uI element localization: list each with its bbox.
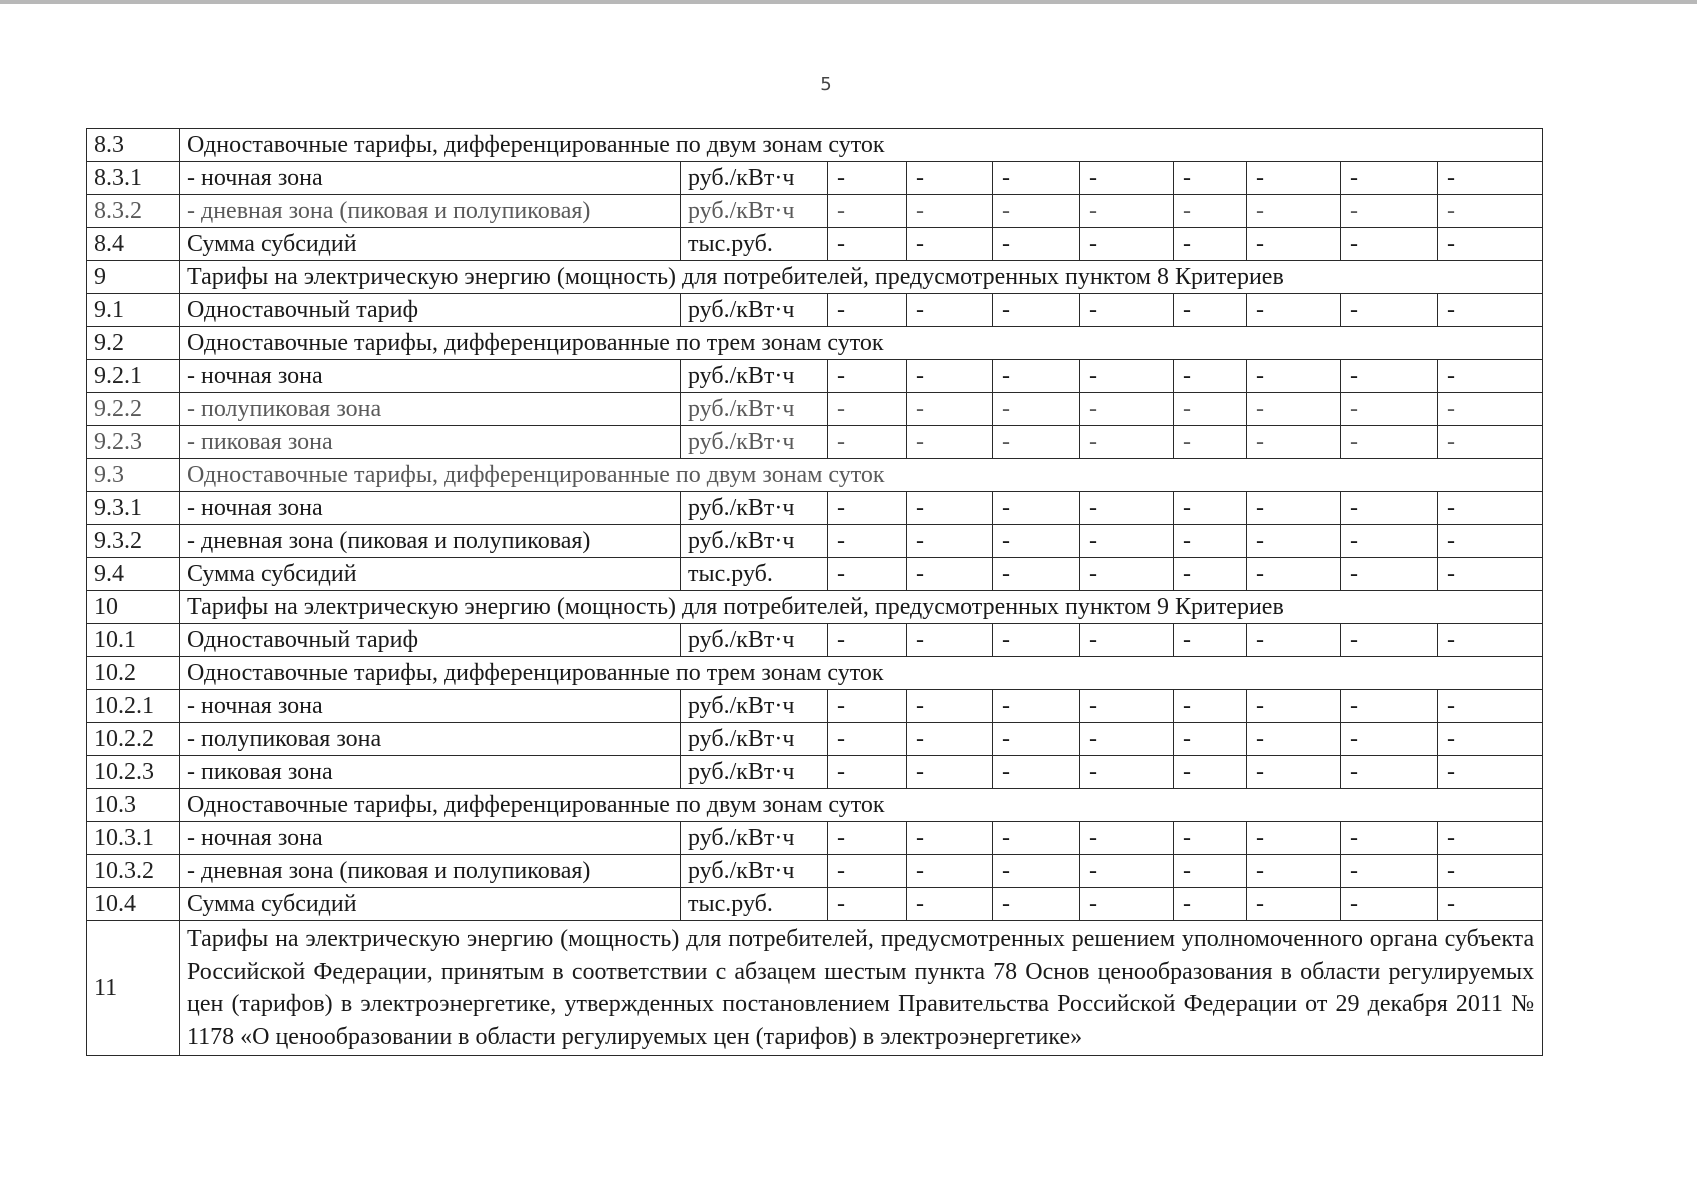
- value-cell: -: [828, 855, 907, 888]
- table-row: [87, 525, 1543, 558]
- row-name: - ночная зона: [180, 690, 681, 723]
- value-cell: -: [1174, 822, 1247, 855]
- row-number: 10: [87, 591, 180, 624]
- value-cell: -: [1247, 426, 1341, 459]
- value-cell: -: [1247, 888, 1341, 921]
- value-cell: -: [1174, 690, 1247, 723]
- value-cell: -: [1080, 525, 1174, 558]
- table-row: [87, 492, 1543, 525]
- row-unit: руб./кВт·ч: [681, 294, 828, 327]
- row-number: 10.2: [87, 657, 180, 690]
- value-cell: -: [993, 624, 1080, 657]
- value-cell: -: [1438, 294, 1543, 327]
- tariff-table: [86, 128, 1543, 1056]
- value-cell: -: [1080, 888, 1174, 921]
- table-row: [87, 360, 1543, 393]
- value-cell: -: [1080, 756, 1174, 789]
- row-name: - полупиковая зона: [180, 393, 681, 426]
- row-number: 10.1: [87, 624, 180, 657]
- value-cell: -: [1247, 525, 1341, 558]
- value-cell: -: [828, 162, 907, 195]
- value-cell: -: [1174, 855, 1247, 888]
- value-cell: -: [1080, 228, 1174, 261]
- section-row: [87, 921, 1543, 1056]
- value-cell: -: [1247, 756, 1341, 789]
- value-cell: -: [1247, 294, 1341, 327]
- value-cell: -: [907, 162, 993, 195]
- value-cell: -: [907, 393, 993, 426]
- value-cell: -: [828, 426, 907, 459]
- value-cell: -: [828, 195, 907, 228]
- value-cell: -: [993, 294, 1080, 327]
- value-cell: -: [828, 822, 907, 855]
- value-cell: -: [1080, 690, 1174, 723]
- value-cell: -: [1438, 228, 1543, 261]
- table-row: [87, 756, 1543, 789]
- row-name: - ночная зона: [180, 492, 681, 525]
- value-cell: -: [993, 426, 1080, 459]
- value-cell: -: [1080, 294, 1174, 327]
- row-unit: руб./кВт·ч: [681, 492, 828, 525]
- value-cell: -: [1341, 690, 1438, 723]
- value-cell: -: [1247, 723, 1341, 756]
- section-title: Одноставочные тарифы, дифференцированные по трем зонам суток: [180, 657, 1543, 690]
- value-cell: -: [907, 525, 993, 558]
- row-name: - дневная зона (пиковая и полупиковая): [180, 525, 681, 558]
- value-cell: -: [1438, 492, 1543, 525]
- value-cell: -: [1341, 723, 1438, 756]
- row-name: - ночная зона: [180, 162, 681, 195]
- value-cell: -: [907, 558, 993, 591]
- row-number: 9.2.3: [87, 426, 180, 459]
- value-cell: -: [828, 690, 907, 723]
- value-cell: -: [1174, 426, 1247, 459]
- value-cell: -: [1341, 558, 1438, 591]
- row-unit: руб./кВт·ч: [681, 393, 828, 426]
- value-cell: -: [993, 360, 1080, 393]
- value-cell: -: [1341, 393, 1438, 426]
- row-unit: руб./кВт·ч: [681, 822, 828, 855]
- value-cell: -: [993, 558, 1080, 591]
- value-cell: -: [1438, 558, 1543, 591]
- row-number: 10.3: [87, 789, 180, 822]
- value-cell: -: [828, 756, 907, 789]
- table-row: [87, 822, 1543, 855]
- value-cell: -: [907, 195, 993, 228]
- value-cell: -: [1341, 195, 1438, 228]
- value-cell: -: [1080, 723, 1174, 756]
- value-cell: -: [1247, 558, 1341, 591]
- row-name: - пиковая зона: [180, 426, 681, 459]
- value-cell: -: [828, 360, 907, 393]
- row-number: 9.2.1: [87, 360, 180, 393]
- value-cell: -: [1080, 162, 1174, 195]
- row-number: 10.3.1: [87, 822, 180, 855]
- row-unit: тыс.руб.: [681, 888, 828, 921]
- section-title: Тарифы на электрическую энергию (мощность) для потребителей, предусмотренных пунктом 8 Критериев: [180, 261, 1543, 294]
- row-unit: руб./кВт·ч: [681, 855, 828, 888]
- row-number: 10.4: [87, 888, 180, 921]
- row-name: - дневная зона (пиковая и полупиковая): [180, 195, 681, 228]
- section-row: [87, 789, 1543, 822]
- value-cell: -: [907, 624, 993, 657]
- table-row: [87, 723, 1543, 756]
- value-cell: -: [993, 888, 1080, 921]
- row-number: 9.2.2: [87, 393, 180, 426]
- row-unit: руб./кВт·ч: [681, 756, 828, 789]
- row-number: 8.4: [87, 228, 180, 261]
- value-cell: -: [1174, 360, 1247, 393]
- value-cell: -: [1174, 195, 1247, 228]
- value-cell: -: [1438, 426, 1543, 459]
- value-cell: -: [1080, 855, 1174, 888]
- row-number: 9.4: [87, 558, 180, 591]
- section-title: Одноставочные тарифы, дифференцированные по двум зонам суток: [180, 459, 1543, 492]
- value-cell: -: [993, 855, 1080, 888]
- value-cell: -: [1174, 558, 1247, 591]
- value-cell: -: [1438, 195, 1543, 228]
- value-cell: -: [1174, 624, 1247, 657]
- value-cell: -: [1080, 195, 1174, 228]
- section-title: Тарифы на электрическую энергию (мощность) для потребителей, предусмотренных решением уполномоченного органа субъекта Российской Федерации, принятым в соответствии с абзацем шестым пункта 78 Основ ценообразования в области регулируемых цен (тарифов) в электроэнергетике, утвержденных постановлением Правительства Российской Федерации от 29 декабря 2011 № 1178 «О ценообразовании в области регулируемых цен (тарифов) в электроэнергетике»: [180, 921, 1543, 1056]
- section-row: [87, 261, 1543, 294]
- value-cell: -: [1438, 822, 1543, 855]
- section-title: Одноставочные тарифы, дифференцированные по двум зонам суток: [180, 789, 1543, 822]
- value-cell: -: [1174, 294, 1247, 327]
- table-row: [87, 393, 1543, 426]
- value-cell: -: [1174, 228, 1247, 261]
- row-number: 9.3: [87, 459, 180, 492]
- value-cell: -: [1438, 723, 1543, 756]
- value-cell: -: [828, 228, 907, 261]
- row-name: - пиковая зона: [180, 756, 681, 789]
- value-cell: -: [828, 393, 907, 426]
- table-row: [87, 624, 1543, 657]
- value-cell: -: [1080, 426, 1174, 459]
- row-unit: руб./кВт·ч: [681, 723, 828, 756]
- section-row: [87, 591, 1543, 624]
- value-cell: -: [1174, 723, 1247, 756]
- table-row: [87, 690, 1543, 723]
- value-cell: -: [1438, 162, 1543, 195]
- row-name: - дневная зона (пиковая и полупиковая): [180, 855, 681, 888]
- row-number: 9.2: [87, 327, 180, 360]
- value-cell: -: [1247, 162, 1341, 195]
- row-number: 9.3.2: [87, 525, 180, 558]
- value-cell: -: [1080, 393, 1174, 426]
- value-cell: -: [1341, 492, 1438, 525]
- table-row: [87, 558, 1543, 591]
- row-unit: руб./кВт·ч: [681, 690, 828, 723]
- row-unit: руб./кВт·ч: [681, 162, 828, 195]
- value-cell: -: [1247, 393, 1341, 426]
- section-title: Одноставочные тарифы, дифференцированные по двум зонам суток: [180, 129, 1543, 162]
- value-cell: -: [1438, 888, 1543, 921]
- value-cell: -: [1247, 624, 1341, 657]
- page-number: 5: [820, 74, 832, 95]
- row-unit: руб./кВт·ч: [681, 360, 828, 393]
- row-unit: руб./кВт·ч: [681, 525, 828, 558]
- row-number: 8.3.2: [87, 195, 180, 228]
- row-unit: тыс.руб.: [681, 228, 828, 261]
- value-cell: -: [1341, 525, 1438, 558]
- table-row: [87, 426, 1543, 459]
- value-cell: -: [828, 492, 907, 525]
- value-cell: -: [1247, 228, 1341, 261]
- value-cell: -: [1174, 756, 1247, 789]
- value-cell: -: [1438, 756, 1543, 789]
- value-cell: -: [1247, 492, 1341, 525]
- value-cell: -: [1080, 492, 1174, 525]
- table-row: [87, 195, 1543, 228]
- value-cell: -: [1174, 393, 1247, 426]
- value-cell: -: [993, 228, 1080, 261]
- value-cell: -: [907, 294, 993, 327]
- table-row: [87, 294, 1543, 327]
- row-number: 8.3.1: [87, 162, 180, 195]
- value-cell: -: [1174, 162, 1247, 195]
- section-row: [87, 657, 1543, 690]
- value-cell: -: [1438, 855, 1543, 888]
- tariff-table-body: [87, 129, 1543, 1056]
- value-cell: -: [907, 888, 993, 921]
- value-cell: -: [1080, 558, 1174, 591]
- value-cell: -: [828, 525, 907, 558]
- value-cell: -: [1341, 162, 1438, 195]
- row-name: - ночная зона: [180, 822, 681, 855]
- value-cell: -: [1247, 690, 1341, 723]
- value-cell: -: [1438, 393, 1543, 426]
- row-name: Одноставочный тариф: [180, 624, 681, 657]
- value-cell: -: [993, 492, 1080, 525]
- value-cell: -: [907, 756, 993, 789]
- value-cell: -: [907, 690, 993, 723]
- row-number: 10.2.1: [87, 690, 180, 723]
- value-cell: -: [1080, 360, 1174, 393]
- value-cell: -: [1341, 426, 1438, 459]
- table-row: [87, 228, 1543, 261]
- value-cell: -: [993, 690, 1080, 723]
- value-cell: -: [1341, 888, 1438, 921]
- value-cell: -: [993, 756, 1080, 789]
- value-cell: -: [1080, 822, 1174, 855]
- value-cell: -: [1247, 360, 1341, 393]
- value-cell: -: [1174, 888, 1247, 921]
- value-cell: -: [1341, 360, 1438, 393]
- value-cell: -: [1174, 525, 1247, 558]
- row-number: 10.3.2: [87, 855, 180, 888]
- value-cell: -: [828, 723, 907, 756]
- row-name: Сумма субсидий: [180, 558, 681, 591]
- section-row: [87, 129, 1543, 162]
- value-cell: -: [907, 723, 993, 756]
- row-number: 9.3.1: [87, 492, 180, 525]
- section-row: [87, 459, 1543, 492]
- value-cell: -: [993, 822, 1080, 855]
- value-cell: -: [1341, 756, 1438, 789]
- row-unit: руб./кВт·ч: [681, 195, 828, 228]
- value-cell: -: [907, 228, 993, 261]
- value-cell: -: [1438, 690, 1543, 723]
- section-title: Тарифы на электрическую энергию (мощность) для потребителей, предусмотренных пунктом 9 Критериев: [180, 591, 1543, 624]
- section-title: Одноставочные тарифы, дифференцированные по трем зонам суток: [180, 327, 1543, 360]
- value-cell: -: [1438, 624, 1543, 657]
- value-cell: -: [1080, 624, 1174, 657]
- value-cell: -: [1438, 360, 1543, 393]
- value-cell: -: [828, 888, 907, 921]
- value-cell: -: [1341, 294, 1438, 327]
- row-number: 10.2.3: [87, 756, 180, 789]
- value-cell: -: [828, 294, 907, 327]
- row-unit: руб./кВт·ч: [681, 624, 828, 657]
- value-cell: -: [1341, 822, 1438, 855]
- value-cell: -: [907, 822, 993, 855]
- row-unit: руб./кВт·ч: [681, 426, 828, 459]
- row-name: - ночная зона: [180, 360, 681, 393]
- value-cell: -: [1341, 228, 1438, 261]
- row-name: Сумма субсидий: [180, 888, 681, 921]
- section-row: [87, 327, 1543, 360]
- value-cell: -: [1341, 624, 1438, 657]
- value-cell: -: [993, 195, 1080, 228]
- row-unit: тыс.руб.: [681, 558, 828, 591]
- value-cell: -: [993, 393, 1080, 426]
- table-row: [87, 162, 1543, 195]
- value-cell: -: [907, 360, 993, 393]
- value-cell: -: [1247, 195, 1341, 228]
- value-cell: -: [993, 162, 1080, 195]
- value-cell: -: [907, 855, 993, 888]
- value-cell: -: [828, 558, 907, 591]
- table-row: [87, 855, 1543, 888]
- row-number: 9: [87, 261, 180, 294]
- scan-edge: [0, 0, 1697, 4]
- value-cell: -: [828, 624, 907, 657]
- value-cell: -: [1438, 525, 1543, 558]
- value-cell: -: [1341, 855, 1438, 888]
- row-number: 11: [87, 921, 180, 1056]
- table-row: [87, 888, 1543, 921]
- value-cell: -: [1174, 492, 1247, 525]
- value-cell: -: [1247, 855, 1341, 888]
- row-number: 10.2.2: [87, 723, 180, 756]
- value-cell: -: [907, 426, 993, 459]
- value-cell: -: [993, 525, 1080, 558]
- value-cell: -: [907, 492, 993, 525]
- row-number: 9.1: [87, 294, 180, 327]
- row-name: Одноставочный тариф: [180, 294, 681, 327]
- value-cell: -: [1247, 822, 1341, 855]
- row-name: Сумма субсидий: [180, 228, 681, 261]
- row-number: 8.3: [87, 129, 180, 162]
- value-cell: -: [993, 723, 1080, 756]
- row-name: - полупиковая зона: [180, 723, 681, 756]
